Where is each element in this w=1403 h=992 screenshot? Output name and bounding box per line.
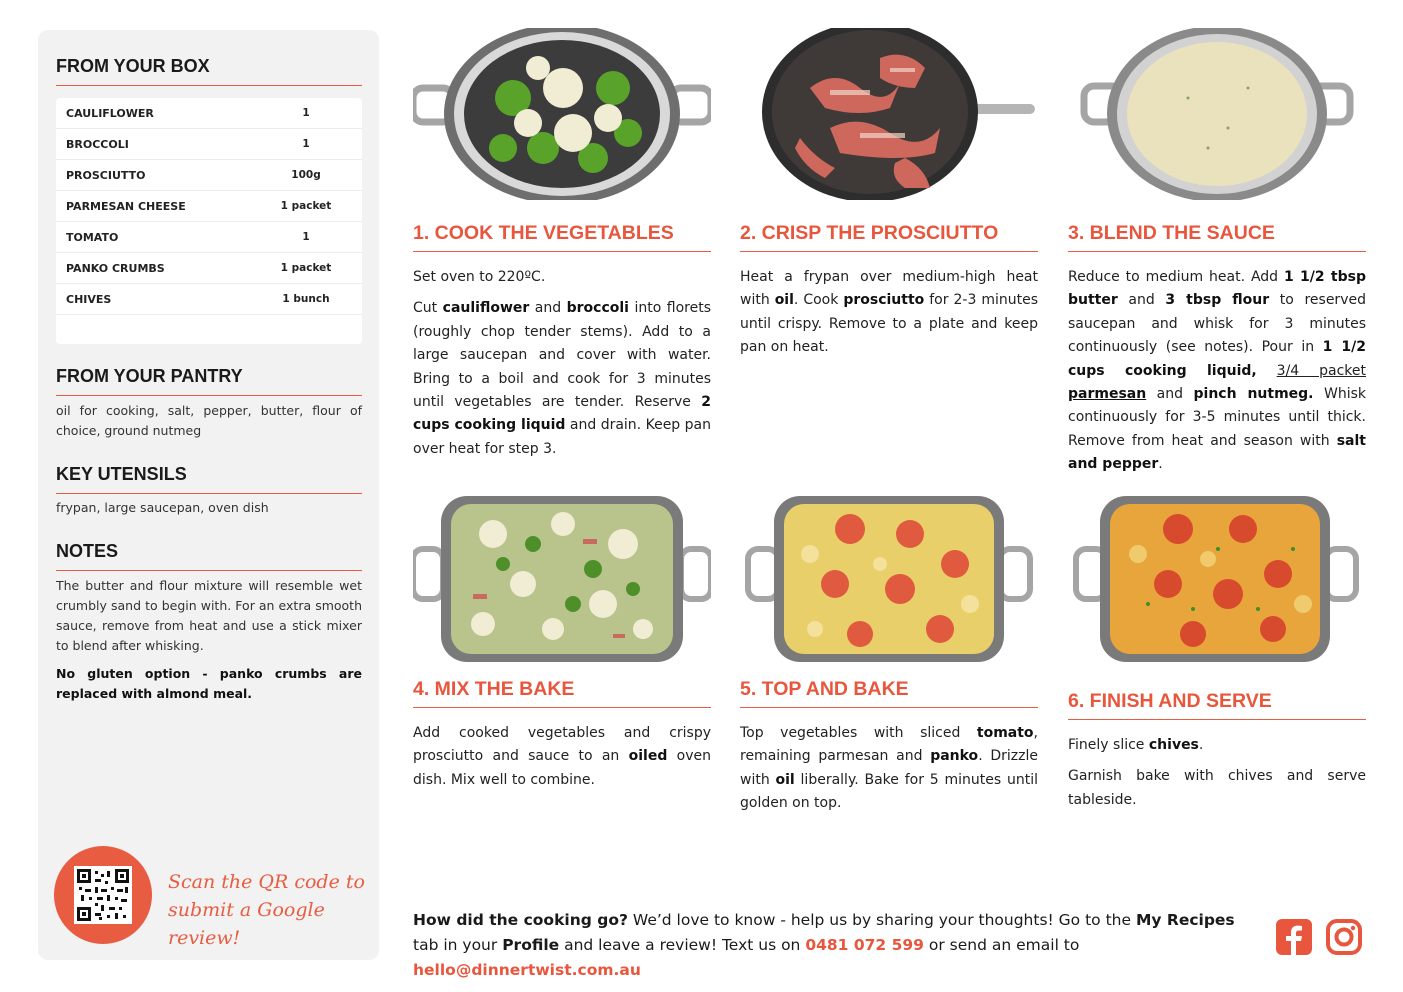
ingredient-name: BROCCOLI bbox=[66, 137, 129, 151]
ingredient-qty: 1 bunch bbox=[282, 293, 330, 305]
oven-dish-baked-photo bbox=[1068, 494, 1366, 666]
table-row bbox=[56, 222, 362, 253]
table-row bbox=[56, 284, 362, 315]
footer-text: and leave a review! Text us on bbox=[559, 936, 806, 954]
step-6-title: 6. FINISH AND SERVE bbox=[1068, 690, 1366, 720]
table-row bbox=[56, 129, 362, 160]
notes-text: The butter and flour mixture will resemble wet crumbly sand to begin with. For an extra smooth sauce, remove from heat and use a stick mixer to blend after whisking. bbox=[56, 578, 362, 653]
ingredient-name: PROSCIUTTO bbox=[66, 168, 146, 182]
facebook-icon[interactable] bbox=[1275, 918, 1313, 956]
ingredient-qty: 1 bbox=[302, 138, 310, 150]
footer-text: We’d love to know - help us by sharing your thoughts! Go to the bbox=[627, 911, 1136, 929]
ingredient-name: PANKO CRUMBS bbox=[66, 261, 165, 275]
step-5-text: Top vegetables with sliced tomato, remaining parmesan and panko. Drizzle with oil liberally. Bake for 5 minutes until golden on top. bbox=[740, 725, 1038, 812]
saucepan-sauce-photo bbox=[1068, 28, 1366, 200]
ingredient-qty: 1 bbox=[302, 231, 310, 243]
footer-text: or send an email to bbox=[923, 936, 1080, 954]
step-6-body bbox=[1068, 734, 1366, 812]
ingredient-name: CHIVES bbox=[66, 292, 112, 306]
step-5-body bbox=[740, 722, 1038, 816]
oven-dish-topped-photo bbox=[740, 494, 1038, 666]
ingredient-qty: 1 packet bbox=[280, 200, 332, 212]
table-row bbox=[56, 98, 362, 129]
instagram-icon[interactable] bbox=[1325, 918, 1363, 956]
step-1-text: Cut cauliflower and broccoli into florets (roughly chop tender stems). Add to a large saucepan and cover with water. Bring to a boil and cook for 3 minutes until vegetables are tender. Reserve 2 cups cooking liquid and drain. Keep pan over heat for step 3. bbox=[413, 300, 711, 457]
qr-caption bbox=[168, 868, 368, 952]
footer-text: tab in your bbox=[413, 936, 503, 954]
box-title: FROM YOUR BOX bbox=[56, 56, 362, 86]
phone-link[interactable]: 0481 072 599 bbox=[805, 936, 924, 954]
step-3-body bbox=[1068, 266, 1366, 477]
ingredient-name: TOMATO bbox=[66, 230, 119, 244]
step-4 bbox=[413, 494, 711, 800]
ingredient-name: CAULIFLOWER bbox=[66, 106, 154, 120]
step-2-text: Heat a frypan over medium-high heat with oil. Cook prosciutto for 2-3 minutes until crispy. Remove to a plate and keep pan on heat. bbox=[740, 269, 1038, 356]
step-4-body bbox=[413, 722, 711, 792]
step-6-text: Finely slice chives. bbox=[1068, 737, 1204, 753]
qr-caption-line: Scan the QR code to bbox=[168, 871, 365, 893]
qr-caption-line: submit a Google review! bbox=[168, 899, 325, 949]
step-2 bbox=[740, 28, 1038, 368]
step-6 bbox=[1068, 494, 1366, 820]
email-link[interactable]: hello@dinnertwist.com.au bbox=[413, 961, 641, 979]
notes-bold-text bbox=[56, 664, 362, 704]
saucepan-vegetables-photo bbox=[413, 28, 711, 200]
step-1-body bbox=[413, 266, 711, 461]
table-row bbox=[56, 253, 362, 284]
feedback-footer bbox=[413, 908, 1263, 983]
profile-link[interactable]: Profile bbox=[502, 936, 560, 954]
table-row bbox=[56, 160, 362, 191]
box-ingredients-table bbox=[56, 98, 362, 344]
utensils-title: KEY UTENSILS bbox=[56, 464, 362, 494]
my-recipes-link[interactable]: My Recipes bbox=[1135, 911, 1235, 929]
sidebar bbox=[38, 30, 379, 960]
qr-code-icon[interactable] bbox=[74, 866, 132, 924]
gluten-note: No gluten option - panko crumbs are replaced with almond meal. bbox=[56, 666, 362, 701]
step-4-text: Add cooked vegetables and crispy prosciutto and sauce to an oiled oven dish. Mix well to combine. bbox=[413, 725, 711, 788]
step-4-title: 4. MIX THE BAKE bbox=[413, 678, 711, 708]
step-2-title: 2. CRISP THE PROSCIUTTO bbox=[740, 222, 1038, 252]
step-3-text: Reduce to medium heat. Add 1 1/2 tbsp butter and 3 tbsp flour to reserved saucepan and whisk for 3 minutes continuously (see notes). Pour in 1 1/2 cups cooking liquid, 3/4 packet parmesan and pinch nutmeg. Whisk continuously for 3-5 minutes until thick. Remove from heat and season with salt and pepper. bbox=[1068, 269, 1366, 473]
step-3-title: 3. BLEND THE SAUCE bbox=[1068, 222, 1366, 252]
pantry-text: oil for cooking, salt, pepper, butter, flour of choice, ground nutmeg bbox=[56, 403, 362, 438]
step-3 bbox=[1068, 28, 1366, 485]
utensils-text: frypan, large saucepan, oven dish bbox=[56, 500, 269, 515]
ingredient-qty: 100g bbox=[291, 169, 321, 181]
frypan-prosciutto-photo bbox=[740, 28, 1038, 200]
pantry-title: FROM YOUR PANTRY bbox=[56, 366, 362, 396]
oven-dish-mixed-photo bbox=[413, 494, 711, 666]
feedback-question: How did the cooking go? bbox=[413, 911, 628, 929]
notes-title: NOTES bbox=[56, 541, 362, 571]
step-2-body bbox=[740, 266, 1038, 360]
step-1 bbox=[413, 28, 711, 469]
ingredient-name: PARMESAN CHEESE bbox=[66, 199, 186, 213]
table-row bbox=[56, 191, 362, 222]
step-1-text: Set oven to 220ºC. bbox=[413, 269, 546, 285]
qr-badge[interactable] bbox=[54, 846, 152, 944]
ingredient-qty: 1 packet bbox=[280, 262, 332, 274]
ingredient-qty: 1 bbox=[302, 107, 310, 119]
step-5-title: 5. TOP AND BAKE bbox=[740, 678, 1038, 708]
step-6-text: Garnish bake with chives and serve tableside. bbox=[1068, 768, 1366, 808]
step-1-title: 1. COOK THE VEGETABLES bbox=[413, 222, 711, 252]
step-5 bbox=[740, 494, 1038, 824]
